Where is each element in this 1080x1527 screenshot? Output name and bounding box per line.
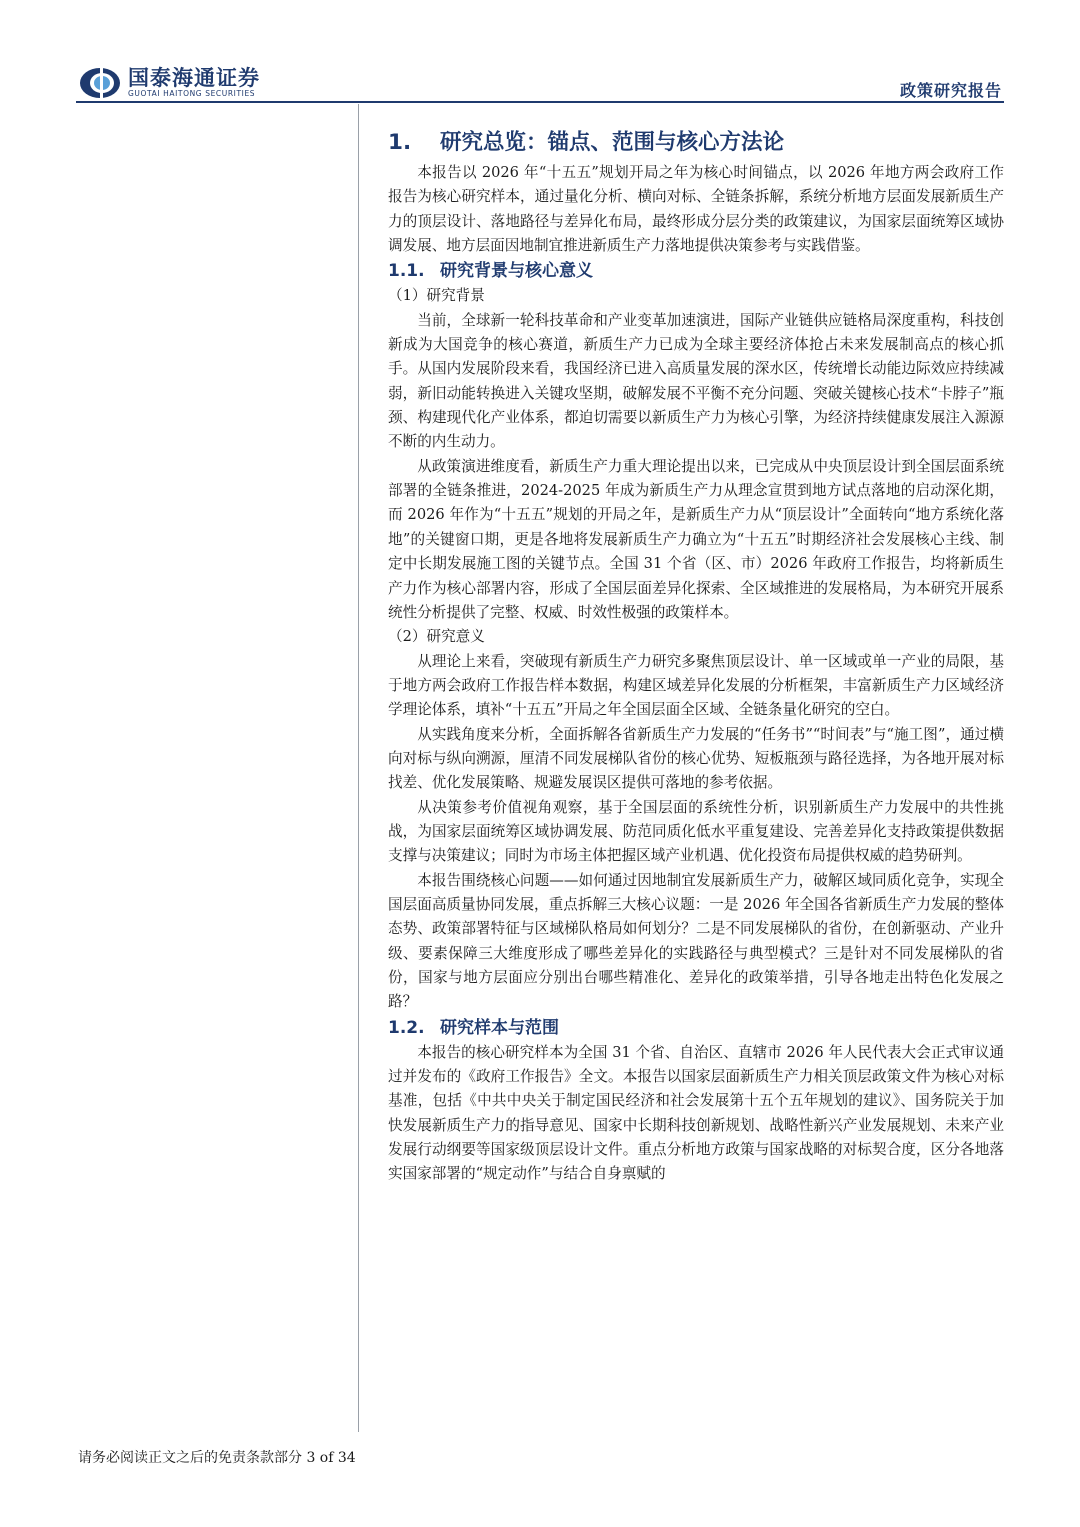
brand-name-en: GUOTAI HAITONG SECURITIES [128, 89, 256, 98]
paragraph: 本报告围绕核心问题——如何通过因地制宜发展新质生产力，破解区域同质化竞争，实现全国层面高质量协同发展，重点拆解三大核心议题：一是 2026 年全国各省新质生产力发展的整体态势、政策部署特征与区域梯队格局如何划分？二是不同发展梯队的省份，在创新驱动、产业升级、要素保障三大维度形成了哪些差异化的实践路径与典型模式？三是针对不同发展梯队的省份，国家与地方层面应分别出台哪些精准化、差异化的政策举措，引导各地走出特色化发展之路？ [388, 871, 1004, 1011]
sub-heading-background: （1）研究背景 [388, 287, 485, 305]
brand-logo [78, 66, 260, 100]
paragraph: 从决策参考价值视角观察，基于全国层面的系统性分析，识别新质生产力发展中的共性挑战，为国家层面统筹区域协调发展、防范同质化低水平重复建设、完善差异化支持政策提供数据支撑与决策建议；同时为市场主体把握区域产业机遇、优化投资布局提供权威的趋势研判。 [388, 798, 1004, 865]
subsection-heading-1-1 [388, 258, 1004, 284]
header-divider [76, 101, 1004, 103]
subsection-number: 1.2. [388, 1017, 425, 1038]
section-heading-1 [388, 127, 1004, 159]
document-type-label: 政策研究报告 [899, 81, 1002, 100]
paragraph: 当前，全球新一轮科技革命和产业变革加速演进，国际产业链供应链格局深度重构，科技创新成为大国竞争的核心赛道，新质生产力已成为全球主要经济体抢占未来发展制高点的核心抓手。从国内发展阶段来看，我国经济已进入高质量发展的深水区，传统增长动能边际效应持续减弱，新旧动能转换进入关键攻坚期，破解发展不平衡不充分问题、突破关键核心技术“卡脖子”瓶颈、构建现代化产业体系，都迫切需要以新质生产力为核心引擎，为经济持续健康发展注入源源不断的内生动力。 [388, 311, 1004, 451]
section-number: 1. [388, 130, 412, 155]
paragraph: 本报告的核心研究样本为全国 31 个省、自治区、直辖市 2026 年人民代表大会正式审议通过并发布的《政府工作报告》全文。本报告以国家层面新质生产力相关顶层政策文件为核心对标基准，包括《中共中央关于制定国民经济和社会发展第十五个五年规划的建议》、国务院关于加快发展新质生产力的指导意见、国家中长期科技创新规划、战略性新兴产业发展规划、未来产业发展行动纲要等国家级顶层设计文件。重点分析地方政策与国家战略的对标契合度，区分各地落实国家部署的“规定动作”与结合自身禀赋的 [388, 1043, 1004, 1183]
subsection-title: 研究背景与核心意义 [440, 261, 593, 282]
report-body [388, 127, 1004, 1187]
brand-name-cn: 国泰海通证券 [128, 66, 260, 90]
brand-logo-icon [78, 66, 122, 100]
paragraph: 从政策演进维度看，新质生产力重大理论提出以来，已完成从中央顶层设计到全国层面系统部署的全链条推进，2024-2025 年成为新质生产力从理念宣贯到地方试点落地的启动深化期，而 2026 年作为“十五五”规划的开局之年，是新质生产力从“顶层设计”全面转向“地方系统化落地”的关键窗口期，更是各地将发展新质生产力确立为“十五五”时期经济社会发展核心主线、制定中长期发展施工图的关键节点。全国 31 个省（区、市）2026 年政府工作报告，均将新质生产力作为核心部署内容，形成了全国层面差异化探索、全区域推进的发展格局，为本研究开展系统性分析提供了完整、权威、时效性极强的政策样本。 [388, 457, 1004, 621]
page-header [0, 0, 1080, 105]
subsection-heading-1-2 [388, 1015, 1004, 1041]
sub-heading-significance: （2）研究意义 [388, 628, 485, 646]
intro-paragraph: 本报告以 2026 年“十五五”规划开局之年为核心时间锚点，以 2026 年地方两会政府工作报告为核心研究样本，通过量化分析、横向对标、全链条拆解，系统分析地方层面发展新质生产力的顶层设计、落地路径与差异化布局，最终形成分层分类的政策建议，为国家层面统筹区域协调发展、地方层面因地制宜推进新质生产力落地提供决策参考与实践借鉴。 [388, 164, 1004, 255]
section-title: 研究总览：锚点、范围与核心方法论 [440, 130, 785, 155]
subsection-title: 研究样本与范围 [440, 1017, 559, 1038]
paragraph: 从实践角度来分析，全面拆解各省新质生产力发展的“任务书”“时间表”与“施工图”，通过横向对标与纵向溯源，厘清不同发展梯队省份的核心优势、短板瓶颈与路径选择，为各地开展对标找差、优化发展策略、规避发展误区提供可落地的参考依据。 [388, 725, 1004, 792]
sidebar-divider [358, 104, 359, 1432]
subsection-number: 1.1. [388, 261, 425, 282]
paragraph: 从理论上来看，突破现有新质生产力研究多聚焦顶层设计、单一区域或单一产业的局限，基于地方两会政府工作报告样本数据，构建区域差异化发展的分析框架，丰富新质生产力区域经济学理论体系，填补“十五五”开局之年全国层面全区域、全链条量化研究的空白。 [388, 652, 1004, 719]
page-footer-disclaimer: 请务必阅读正文之后的免责条款部分 3 of 34 [78, 1450, 356, 1466]
